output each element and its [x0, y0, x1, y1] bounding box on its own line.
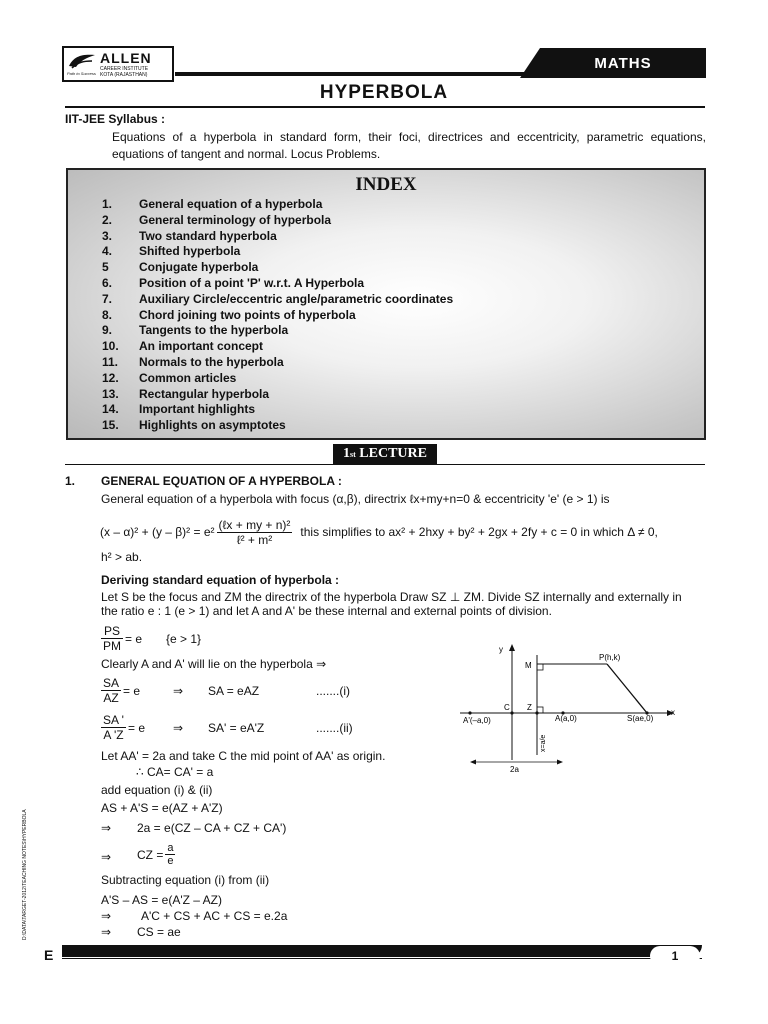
index-item: [102, 402, 255, 418]
label-i: .......(i): [316, 683, 351, 698]
index-item-label: Tangents to the hyperbola: [139, 323, 289, 338]
index-item-label: Position of a point 'P' w.r.t. A Hyperbola: [139, 276, 365, 290]
footer-letter: E: [44, 947, 54, 963]
logo-subtitle: [100, 66, 148, 78]
index-item: [102, 355, 284, 371]
logo-brand: ALLEN: [100, 50, 152, 66]
ps: PS: [101, 624, 123, 639]
index-item-label: Common articles: [139, 370, 237, 385]
sa2-az2-frac: [101, 713, 126, 742]
implies-4: ⇒: [101, 850, 112, 864]
index-item: [102, 292, 453, 308]
label-y: y: [499, 645, 503, 654]
sa2-eq: SA' = eA'Z: [207, 720, 265, 735]
frac-e: e: [167, 855, 174, 867]
e-condition: {e > 1}: [166, 631, 202, 646]
logo-tagline: Path to Success: [67, 71, 96, 76]
index-item-number: 3.: [102, 228, 113, 243]
eq-i-row: [101, 676, 350, 705]
label-a-prime: A'(–a,0): [463, 716, 491, 725]
add-eq-text: add equation (i) & (ii): [101, 783, 213, 797]
section-heading: GENERAL EQUATION OF A HYPERBOLA :: [101, 474, 342, 488]
eq-numerator: (ℓx + my + n)²: [218, 517, 291, 532]
index-item: [102, 244, 240, 260]
az2: A 'Z: [103, 728, 124, 742]
syllabus-heading: IIT-JEE Syllabus :: [65, 112, 166, 126]
label-a: A(a,0): [555, 714, 577, 723]
cz-eq: [137, 842, 175, 867]
index-item-label: Chord joining two points of hyperbola: [139, 307, 356, 322]
general-equation: [100, 512, 658, 552]
subject-badge: MATHS: [540, 48, 706, 78]
index-item-number: 10.: [102, 339, 119, 354]
title-rule: [65, 106, 705, 108]
pm: PM: [103, 639, 121, 653]
bird-icon: [68, 52, 96, 70]
ps-pm-eq: = e: [125, 631, 143, 646]
index-item-label: Auxiliary Circle/eccentric angle/parametric coordinates: [139, 291, 454, 306]
implies-3: ⇒: [101, 821, 112, 835]
as-sum: AS + A'S = e(AZ + A'Z): [101, 801, 223, 815]
index-item: [102, 276, 364, 292]
point-z: [535, 711, 538, 714]
ps-pm-ratio: [101, 624, 201, 653]
file-path-note: D:\DATA\TARGET-2012\TEACHING NOTES\HYPERBOLA: [22, 809, 28, 940]
index-item: [102, 260, 258, 276]
index-item-number: 14.: [102, 402, 119, 417]
label-m: M: [525, 661, 532, 670]
footer-line: [62, 958, 702, 959]
index-item-label: Shifted hyperbola: [139, 244, 241, 259]
right-angle-m: [537, 664, 543, 670]
diff-eq: A'S – AS = e(A'Z – AZ): [101, 893, 222, 907]
cz-label: CZ =: [137, 847, 164, 862]
implies-5: ⇒: [101, 909, 112, 923]
cs-eq: CS = ae: [137, 925, 181, 939]
eq-rest: this simplifies to ax² + 2hxy + by² + 2gx + 2fy + c = 0 in which Δ ≠ 0,: [300, 525, 658, 539]
index-item-number: 9.: [102, 323, 113, 338]
label-ii: .......(ii): [315, 720, 353, 735]
a-over-e: [165, 842, 175, 867]
footer-bar: [62, 945, 702, 957]
subtract-text: Subtracting equation (i) from (ii): [101, 873, 270, 887]
hyperbola-diagram: [455, 640, 685, 775]
index-item-label: An important concept: [139, 339, 264, 354]
point-c: [510, 711, 513, 714]
lecture-rule: [65, 464, 705, 465]
index-item: [102, 418, 286, 434]
eq-denominator: ℓ² + m²: [236, 532, 273, 547]
sa: SA: [103, 676, 120, 690]
two-a-eq: 2a = e(CZ – CA + CZ + CA'): [137, 821, 287, 835]
index-item-label: Important highlights: [139, 402, 255, 417]
lecture-ordinal: 1: [343, 446, 351, 461]
frac-a: a: [167, 842, 174, 854]
ps-pm-frac: [101, 624, 123, 653]
index-item: [102, 229, 277, 245]
index-item: [102, 387, 269, 403]
index-item-label: Rectangular hyperbola: [139, 386, 270, 401]
implies-1: ⇒: [173, 683, 184, 698]
index-item: [102, 197, 322, 213]
label-c: C: [504, 703, 510, 712]
index-item-label: General terminology of hyperbola: [139, 212, 332, 227]
index-item-label: General equation of a hyperbola: [139, 197, 323, 211]
page-number: 1: [650, 946, 700, 966]
index-item: [102, 213, 331, 229]
sa-az-frac: [101, 676, 121, 705]
implies-2: ⇒: [172, 720, 184, 735]
eq-lhs: (x – α)² + (y – β)² = e²: [100, 525, 215, 539]
y-axis-arrow: [509, 644, 515, 651]
allen-logo: [62, 46, 174, 82]
index-item-number: 8.: [102, 307, 113, 322]
label-directrix: x=a/e: [540, 734, 547, 752]
sum2-eq: A'C + CS + AC + CS = e.2a: [141, 909, 288, 923]
section-intro: General equation of a hyperbola with focus (α,β), directrix ℓx+my+n=0 & eccentricity 'e' (e > 1) is: [101, 492, 610, 506]
index-item-number: 1.: [102, 197, 113, 211]
index-item-number: 6.: [102, 276, 113, 290]
clearly-text: Clearly A and A' will lie on the hyperbola ⇒: [101, 657, 327, 671]
label-z: Z: [527, 703, 532, 712]
az: AZ: [103, 691, 119, 705]
index-item-number: 11.: [102, 355, 119, 369]
syllabus-text: Equations of a hyperbola in standard form, their foci, directrices and eccentricity, parametric equations, equations of tangent and normal. Locus Problems.: [112, 130, 706, 161]
ps-line: [607, 664, 647, 713]
index-item-label: Normals to the hyperbola: [139, 355, 284, 369]
derive-text-1: Let S be the focus and ZM the directrix of the hyperbola Draw SZ ⊥ ZM. Divide SZ internally and externally in: [101, 590, 682, 604]
index-item-label: Two standard hyperbola: [139, 228, 277, 243]
eq-ii-row: [101, 713, 353, 742]
section-number: 1.: [65, 474, 76, 488]
index-title: INDEX: [355, 174, 417, 195]
sa-az-eq: = e: [123, 683, 141, 698]
index-item-number: 15.: [102, 418, 119, 433]
lecture-sup: st: [350, 449, 356, 459]
subject-notch: [520, 48, 540, 78]
page-title: HYPERBOLA: [319, 82, 449, 103]
index-item-label: Highlights on asymptotes: [139, 418, 286, 433]
label-s: S(ae,0): [627, 714, 654, 723]
index-item: [102, 308, 356, 324]
index-item-number: 5: [102, 260, 109, 275]
lecture-label: LECTURE: [359, 446, 427, 461]
sa2-az2-eq: = e: [127, 720, 145, 735]
label-x: x: [671, 708, 675, 717]
derive-text-2: the ratio e : 1 (e > 1) and let A and A' be these internal and external points of division.: [101, 604, 552, 618]
label-p: P(h,k): [599, 653, 621, 662]
index-item-number: 4.: [102, 244, 113, 259]
let-aa-text: Let AA' = 2a and take C the mid point of AA' as origin.: [101, 749, 386, 763]
index-item-number: 7.: [102, 291, 113, 306]
implies-6: ⇒: [101, 925, 112, 939]
index-item: [102, 339, 263, 355]
index-item-label: Conjugate hyperbola: [139, 260, 259, 275]
index-box: [66, 168, 706, 440]
dim-arrow-right: [557, 760, 563, 765]
index-item-number: 2.: [102, 212, 113, 227]
logo-sub1: CAREER INSTITUTE: [100, 66, 149, 72]
therefore-text: ∴ CA= CA' = a: [136, 765, 214, 779]
dim-arrow-left: [470, 760, 476, 765]
derive-heading: Deriving standard equation of hyperbola :: [101, 573, 340, 587]
label-2a: 2a: [510, 765, 519, 774]
point-a-prime: [468, 711, 471, 714]
eq-condition: h² > ab.: [101, 550, 143, 564]
index-item-number: 13.: [102, 386, 119, 401]
index-item: [102, 371, 236, 387]
logo-sub2: KOTA (RAJASTHAN): [100, 72, 148, 78]
lecture-badge: [333, 444, 437, 464]
sa-eq: SA = eAZ: [208, 683, 260, 698]
eq-fraction: [217, 518, 293, 547]
sa2: SA ': [103, 713, 124, 727]
index-item-number: 12.: [102, 370, 119, 385]
index-item: [102, 323, 288, 339]
